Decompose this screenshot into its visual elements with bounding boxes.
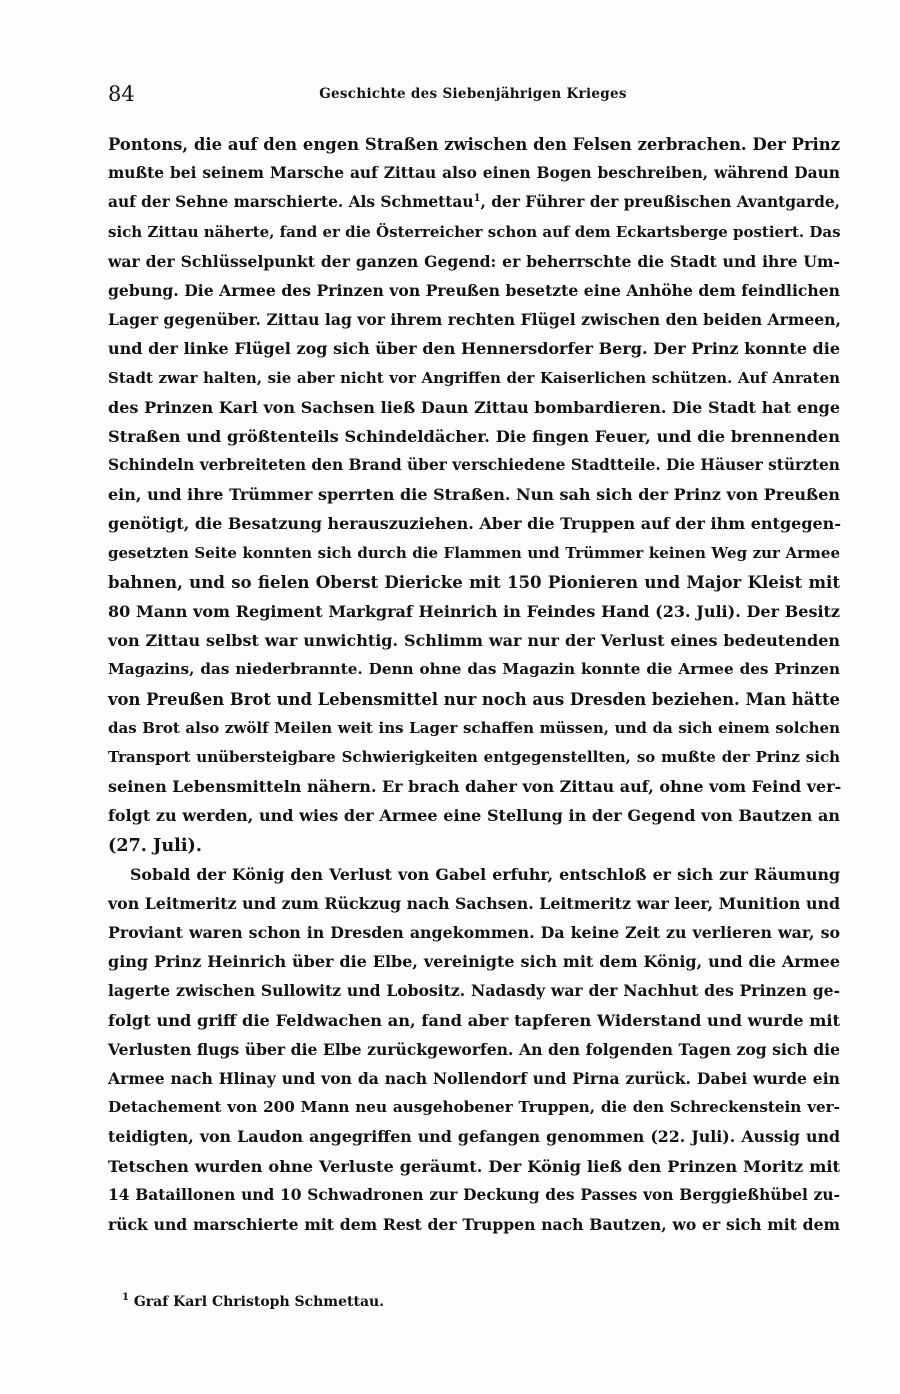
text-line: sich Zittau näherte, fand er die Österreicher schon auf dem Eckartsberge postiert. Das	[108, 222, 841, 241]
text-line: ging Prinz Heinrich über die Elbe, vereinigte sich mit dem König, und die Armee	[108, 952, 840, 972]
text-line: und der linke Flügel zog sich über den Hennersdorfer Berg. Der Prinz konnte die	[108, 339, 840, 359]
text-line: gesetzten Seite konnten sich durch die Flammen und Trümmer keinen Weg zur Armee	[108, 543, 840, 562]
text-line: gebung. Die Armee des Prinzen von Preußen besetzte eine Anhöhe dem feindlichen	[108, 280, 840, 300]
footnote-number: 1	[122, 1292, 129, 1303]
text-line: Pontons, die auf den engen Straßen zwischen den Felsen zerbrachen. Der Prinz	[108, 135, 840, 154]
text-line: rück und marschierte mit dem Rest der Truppen nach Bautzen, wo er sich mit dem	[108, 1214, 840, 1234]
text-line: von Preußen Brot und Lebensmittel nur noch aus Dresden beziehen. Man hätte	[108, 689, 840, 709]
footnote-text: Graf Karl Christoph Schmettau.	[133, 1294, 385, 1310]
text-line: folgt zu werden, und wies der Armee eine Stellung in der Gegend von Bautzen an	[108, 806, 840, 826]
text-line: Lager gegenüber. Zittau lag vor ihrem rechten Flügel zwischen den beiden Armeen,	[108, 310, 841, 330]
text-line: Armee nach Hlinay und von da nach Nollendorf und Pirna zurück. Dabei wurde ein	[108, 1069, 840, 1088]
text-line	[108, 188, 840, 217]
text-line: war der Schlüsselpunkt der ganzen Gegend: er beherrschte die Stadt und ihre Um-	[108, 251, 840, 271]
text-line: Schindeln verbreiteten den Brand über verschiedene Stadtteile. Die Häuser stürzten	[108, 456, 840, 475]
text-line: teidigten, von Laudon angegriffen und gefangen genommen (22. Juli). Aussig und	[108, 1127, 840, 1147]
text-line: Transport unübersteigbare Schwierigkeiten entgegenstellten, so mußte der Prinz sich	[108, 747, 840, 766]
page-number: 84	[108, 82, 135, 106]
text-line: ein, und ihre Trümmer sperrten die Straßen. Nun sah sich der Prinz von Preußen	[108, 485, 840, 505]
text-line: von Leitmeritz und zum Rückzug nach Sachsen. Leitmeritz war leer, Munition und	[108, 893, 840, 913]
body-text	[108, 130, 840, 1239]
text-line: Tetschen wurden ohne Verluste geräumt. Der König ließ den Prinzen Moritz mit	[108, 1156, 840, 1176]
paragraph-2	[108, 860, 840, 1239]
text-line: Proviant waren schon in Dresden angekommen. Da keine Zeit zu verlieren war, so	[108, 923, 840, 943]
text-line: Straßen und größtenteils Schindeldächer. Die fingen Feuer, und die brennenden	[108, 426, 840, 446]
text-line: folgt und griff die Feldwachen an, fand aber tapferen Widerstand und wurde mit	[108, 1010, 840, 1030]
text-line: Sobald der König den Verlust von Gabel erfuhr, entschloß er sich zur Räumung	[130, 864, 840, 884]
text-line: Stadt zwar halten, sie aber nicht vor Angriffen der Kaiserlichen schützen. Auf Anraten	[108, 368, 840, 387]
text-line: (27. Juli).	[108, 834, 202, 856]
paragraph-1	[108, 130, 840, 860]
footnote-marker: 1	[473, 193, 481, 205]
text-segment: , der Führer der preußischen Avantgarde,	[480, 193, 840, 212]
text-line: mußte bei seinem Marsche auf Zittau also einen Bogen beschreiben, während Daun	[108, 164, 840, 183]
text-line: 14 Bataillonen und 10 Schwadronen zur Deckung des Passes von Berggießhübel zu-	[108, 1185, 840, 1204]
text-line: seinen Lebensmitteln nähern. Er brach daher von Zittau auf, ohne vom Feind ver-	[108, 777, 842, 797]
text-line: des Prinzen Karl von Sachsen ließ Daun Zittau bombardieren. Die Stadt hat enge	[108, 397, 840, 417]
text-line: von Zittau selbst war unwichtig. Schlimm war nur der Verlust eines bedeutenden	[108, 631, 840, 651]
running-title: Geschichte des Siebenjährigen Krieges	[319, 86, 627, 102]
text-line: genötigt, die Besatzung herauszuziehen. Aber die Truppen auf der ihm entgegen-	[108, 514, 841, 534]
text-line: Detachement von 200 Mann neu ausgehobener Truppen, die den Schreckenstein ver-	[108, 1098, 840, 1117]
text-line: bahnen, und so fielen Oberst Diericke mit 150 Pionieren und Major Kleist mit	[108, 571, 840, 592]
text-segment: auf der Sehne marschierte. Als Schmettau	[108, 193, 474, 212]
text-line: 80 Mann vom Regiment Markgraf Heinrich in Feindes Hand (23. Juli). Der Besitz	[108, 602, 840, 621]
page-header	[108, 82, 838, 108]
text-line: Verlusten flugs über die Elbe zurückgeworfen. An den folgenden Tagen zog sich die	[108, 1039, 840, 1059]
footnote	[122, 1294, 384, 1310]
text-line: lagerte zwischen Sullowitz und Lobositz. Nadasdy war der Nachhut des Prinzen ge-	[108, 981, 840, 1001]
text-line: das Brot also zwölf Meilen weit ins Lager schaffen müssen, und da sich einem solchen	[108, 718, 840, 737]
text-line: Magazins, das niederbrannte. Denn ohne das Magazin konnte die Armee des Prinzen	[108, 660, 840, 679]
